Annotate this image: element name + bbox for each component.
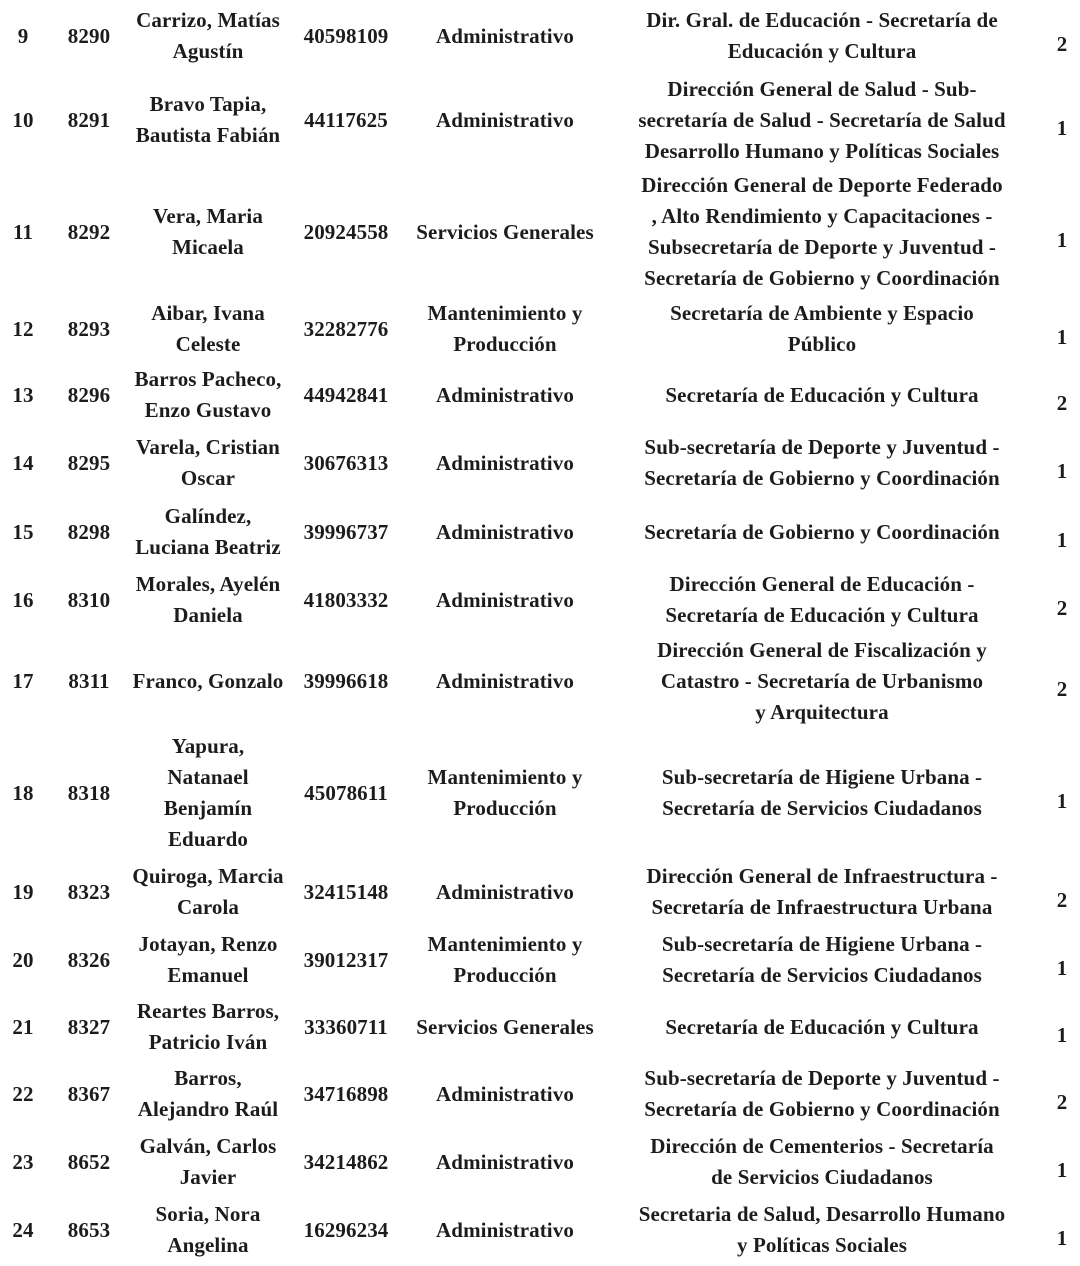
category xyxy=(402,362,608,428)
dni-number: 44942841 xyxy=(303,382,389,407)
group-number: 1 xyxy=(1056,324,1068,349)
dependency-line: Secretaría de Ambiente y Espacio xyxy=(670,301,974,325)
dependency xyxy=(608,1196,1036,1264)
employee-name-line: Micaela xyxy=(172,235,244,259)
dependency-line: Dirección General de Fiscalización y xyxy=(657,637,987,662)
table-row xyxy=(0,168,1080,296)
legajo-number: 8298 xyxy=(67,519,111,544)
category xyxy=(402,1128,608,1196)
dependency-line: Sub-secretaría de Deporte y Juventud - xyxy=(644,435,1000,459)
table-row xyxy=(0,296,1080,362)
row-number: 22 xyxy=(12,1081,34,1106)
employee-name-line: Varela, Cristian xyxy=(136,435,280,459)
category xyxy=(402,634,608,728)
dependency xyxy=(608,634,1036,728)
employee-name-line: Bautista Fabián xyxy=(135,123,281,147)
category-line: Producción xyxy=(453,963,557,987)
dependency xyxy=(608,2,1036,70)
legajo-number: 8323 xyxy=(67,879,111,904)
employee-name-line: Jotayan, Renzo xyxy=(138,932,278,956)
table-row xyxy=(0,362,1080,428)
legajo-number: 8293 xyxy=(67,316,111,341)
employee-name-line: Vera, Maria xyxy=(153,204,263,228)
employee-name xyxy=(120,994,296,1060)
employee-name xyxy=(120,1060,296,1128)
employee-name-line: Celeste xyxy=(175,332,241,356)
category xyxy=(402,72,608,168)
dependency-line: Desarrollo Humano y Políticas Sociales xyxy=(644,138,1000,163)
dependency-line: Secretaría de Servicios Ciudadanos xyxy=(662,796,982,820)
legajo-number: 8367 xyxy=(67,1081,111,1106)
employee-name-line: Barros, xyxy=(174,1066,242,1090)
group-number: 1 xyxy=(1056,788,1068,813)
row-number: 18 xyxy=(12,780,34,805)
row-number: 20 xyxy=(12,947,34,972)
dni-number: 16296234 xyxy=(303,1217,389,1242)
dependency xyxy=(608,498,1036,566)
category xyxy=(402,168,608,296)
dependency-line: Sub-secretaría de Higiene Urbana - xyxy=(661,932,983,956)
employee-name-line: Enzo Gustavo xyxy=(144,398,272,422)
dni-number: 34214862 xyxy=(303,1149,389,1174)
dependency-line: Dirección General de Salud - Sub- xyxy=(667,76,977,101)
dependency-line: Subsecretaría de Deporte y Juventud - xyxy=(647,235,997,259)
dependency-line: Secretaría de Educación y Cultura xyxy=(665,382,979,407)
employee-name-line: Javier xyxy=(179,1165,237,1189)
legajo-number: 8295 xyxy=(67,450,111,475)
legajo-number: 8318 xyxy=(67,780,111,805)
dni-number: 32415148 xyxy=(303,879,389,904)
legajo-number: 8326 xyxy=(67,947,111,972)
employee-name xyxy=(120,1128,296,1196)
employee-name xyxy=(120,72,296,168)
row-number: 21 xyxy=(12,1014,34,1039)
table-row xyxy=(0,428,1080,498)
category-line: Administrativo xyxy=(436,1081,574,1106)
dni-number: 44117625 xyxy=(304,107,388,132)
group-number: 2 xyxy=(1056,390,1068,415)
dependency-line: Secretaría de Gobierno y Coordinación xyxy=(644,1097,1000,1121)
legajo-number: 8310 xyxy=(67,587,111,612)
category-line: Administrativo xyxy=(436,23,574,48)
category xyxy=(402,858,608,926)
dependency xyxy=(608,858,1036,926)
category-line: Mantenimiento y xyxy=(427,301,583,325)
employee-name-line: Carola xyxy=(176,895,240,919)
category-line: Producción xyxy=(453,332,557,356)
dependency-line: Dirección de Cementerios - Secretaría xyxy=(650,1134,994,1158)
employee-name-line: Alejandro Raúl xyxy=(137,1097,279,1121)
dependency xyxy=(608,994,1036,1060)
table-row xyxy=(0,1128,1080,1196)
dependency-line: Dirección General de Educación - xyxy=(669,572,975,596)
group-number: 1 xyxy=(1056,115,1068,140)
group-number: 1 xyxy=(1056,527,1068,552)
dni-number: 30676313 xyxy=(303,450,389,475)
row-number: 15 xyxy=(12,519,34,544)
employee-name xyxy=(120,926,296,994)
row-number: 19 xyxy=(12,879,34,904)
dependency-line: Sub-secretaría de Higiene Urbana - xyxy=(661,765,983,789)
table-row xyxy=(0,728,1080,858)
table-row xyxy=(0,2,1080,70)
category xyxy=(402,728,608,858)
employee-name-line: Reartes Barros, xyxy=(136,999,280,1023)
dependency xyxy=(608,926,1036,994)
group-number: 2 xyxy=(1056,676,1068,701)
category xyxy=(402,926,608,994)
category-line: Servicios Generales xyxy=(416,219,594,244)
category-line: Administrativo xyxy=(436,587,574,612)
row-number: 12 xyxy=(12,316,34,341)
dependency-line: Dir. Gral. de Educación - Secretaría de xyxy=(646,8,998,32)
legajo-number: 8292 xyxy=(67,219,111,244)
dependency-line: Dirección General de Infraestructura - xyxy=(646,864,998,888)
category xyxy=(402,428,608,498)
category-line: Administrativo xyxy=(436,1149,574,1174)
group-number: 2 xyxy=(1056,887,1068,912)
dependency xyxy=(608,1060,1036,1128)
category xyxy=(402,1196,608,1264)
employee-name-line: Benjamín xyxy=(163,796,253,820)
dependency-line: y Arquitectura xyxy=(755,699,889,724)
employee-name-line: Galíndez, xyxy=(164,504,252,528)
dependency xyxy=(608,428,1036,498)
legajo-number: 8653 xyxy=(67,1217,111,1242)
row-number: 11 xyxy=(12,219,34,244)
group-number: 1 xyxy=(1056,458,1068,483)
employee-name xyxy=(120,428,296,498)
table-row xyxy=(0,1060,1080,1128)
dni-number: 39996618 xyxy=(303,668,389,693)
group-number: 2 xyxy=(1056,31,1068,56)
employee-name xyxy=(120,728,296,858)
row-number: 23 xyxy=(12,1149,34,1174)
legajo-number: 8291 xyxy=(67,107,111,132)
dependency-line: Secretaría de Gobierno y Coordinación xyxy=(644,466,1000,490)
dependency-line: Secretaría de Gobierno y Coordinación xyxy=(644,266,1000,290)
employee-name-line: Morales, Ayelén xyxy=(135,572,281,596)
category xyxy=(402,296,608,362)
row-number: 13 xyxy=(12,382,34,407)
dependency-line: secretaría de Salud - Secretaría de Salud xyxy=(638,107,1006,132)
category-line: Servicios Generales xyxy=(416,1014,594,1039)
employee-name xyxy=(120,566,296,634)
dependency xyxy=(608,1128,1036,1196)
legajo-number: 8327 xyxy=(67,1014,111,1039)
table-row xyxy=(0,994,1080,1060)
table-row xyxy=(0,858,1080,926)
dni-number: 39996737 xyxy=(303,519,389,544)
row-number: 9 xyxy=(17,23,29,48)
employee-name-line: Eduardo xyxy=(167,827,249,851)
employee-name xyxy=(120,498,296,566)
employee-name-line: Barros Pacheco, xyxy=(134,367,282,391)
category-line: Mantenimiento y xyxy=(427,765,583,789)
table-row xyxy=(0,634,1080,728)
group-number: 1 xyxy=(1056,1225,1068,1250)
legajo-number: 8311 xyxy=(68,668,110,693)
group-number: 1 xyxy=(1056,1022,1068,1047)
employee-name xyxy=(120,2,296,70)
table-row xyxy=(0,498,1080,566)
employee-name-line: Quiroga, Marcia xyxy=(132,864,284,888)
dependency-line: Educación y Cultura xyxy=(727,39,917,63)
category xyxy=(402,2,608,70)
employee-name-line: Carrizo, Matías xyxy=(136,8,280,32)
dependency-line: Dirección General de Deporte Federado xyxy=(641,173,1003,197)
employee-name-line: Bravo Tapia, xyxy=(149,92,267,116)
category-line: Administrativo xyxy=(436,450,574,475)
group-number: 2 xyxy=(1056,595,1068,620)
table-row xyxy=(0,72,1080,168)
employee-name-line: Yapura, xyxy=(171,734,245,758)
table-row xyxy=(0,926,1080,994)
dependency-line: Secretaría de Educación y Cultura xyxy=(665,1014,979,1039)
dni-number: 39012317 xyxy=(303,947,389,972)
row-number: 16 xyxy=(12,587,34,612)
dependency-line: Secretaría de Infraestructura Urbana xyxy=(651,895,993,919)
dni-number: 45078611 xyxy=(304,780,388,805)
employee-name-line: Oscar xyxy=(180,466,236,490)
dependency-line: y Políticas Sociales xyxy=(737,1233,907,1257)
category-line: Administrativo xyxy=(436,107,574,132)
dependency xyxy=(608,728,1036,858)
employee-name xyxy=(120,858,296,926)
group-number: 1 xyxy=(1056,955,1068,980)
category-line: Mantenimiento y xyxy=(427,932,583,956)
dni-number: 34716898 xyxy=(303,1081,389,1106)
row-number: 17 xyxy=(12,668,34,693)
row-number: 24 xyxy=(12,1217,34,1242)
employee-name xyxy=(120,168,296,296)
dependency-line: Secretaria de Salud, Desarrollo Humano xyxy=(638,1202,1006,1226)
dependency xyxy=(608,296,1036,362)
category xyxy=(402,1060,608,1128)
dni-number: 40598109 xyxy=(303,23,389,48)
employee-name-line: Daniela xyxy=(173,603,243,627)
group-number: 1 xyxy=(1056,1157,1068,1182)
dependency-line: Secretaría de Gobierno y Coordinación xyxy=(644,519,1000,544)
employee-name-line: Natanael xyxy=(167,765,249,789)
category-line: Administrativo xyxy=(436,519,574,544)
category xyxy=(402,994,608,1060)
category-line: Administrativo xyxy=(436,879,574,904)
dni-number: 41803332 xyxy=(303,587,389,612)
category xyxy=(402,498,608,566)
dependency-line: Secretaría de Servicios Ciudadanos xyxy=(662,963,982,987)
table-row xyxy=(0,566,1080,634)
category-line: Administrativo xyxy=(436,668,574,693)
dependency-line: Público xyxy=(787,332,857,356)
table-row xyxy=(0,1196,1080,1264)
employee-name-line: Soria, Nora xyxy=(155,1202,261,1226)
employee-name xyxy=(120,296,296,362)
group-number: 1 xyxy=(1056,227,1068,252)
employee-name-line: Galván, Carlos xyxy=(139,1134,277,1158)
category-line: Administrativo xyxy=(436,1217,574,1242)
dependency xyxy=(608,168,1036,296)
legajo-number: 8652 xyxy=(67,1149,111,1174)
group-number: 2 xyxy=(1056,1089,1068,1114)
employee-name-line: Franco, Gonzalo xyxy=(132,668,284,693)
legajo-number: 8290 xyxy=(67,23,111,48)
dni-number: 32282776 xyxy=(303,316,389,341)
category xyxy=(402,566,608,634)
dependency xyxy=(608,566,1036,634)
dependency xyxy=(608,72,1036,168)
employee-name xyxy=(120,634,296,728)
category-line: Producción xyxy=(453,796,557,820)
employee-name-line: Emanuel xyxy=(167,963,249,987)
employee-name xyxy=(120,1196,296,1264)
dependency-line: Sub-secretaría de Deporte y Juventud - xyxy=(644,1066,1000,1090)
legajo-number: 8296 xyxy=(67,382,111,407)
row-number: 14 xyxy=(12,450,34,475)
dni-number: 33360711 xyxy=(304,1014,388,1039)
employee-name-line: Angelina xyxy=(167,1233,249,1257)
dni-number: 20924558 xyxy=(303,219,389,244)
employee-name xyxy=(120,362,296,428)
employee-name-line: Aibar, Ivana xyxy=(151,301,265,325)
dependency-line: Secretaría de Educación y Cultura xyxy=(665,603,979,627)
employee-name-line: Luciana Beatriz xyxy=(135,535,281,559)
dependency-line: , Alto Rendimiento y Capacitaciones - xyxy=(651,204,993,228)
category-line: Administrativo xyxy=(436,382,574,407)
dependency-line: Catastro - Secretaría de Urbanismo xyxy=(660,668,984,693)
dependency xyxy=(608,362,1036,428)
dependency-line: de Servicios Ciudadanos xyxy=(711,1165,933,1189)
employee-name-line: Patricio Iván xyxy=(148,1030,268,1054)
row-number: 10 xyxy=(12,107,34,132)
employee-name-line: Agustín xyxy=(172,39,244,63)
